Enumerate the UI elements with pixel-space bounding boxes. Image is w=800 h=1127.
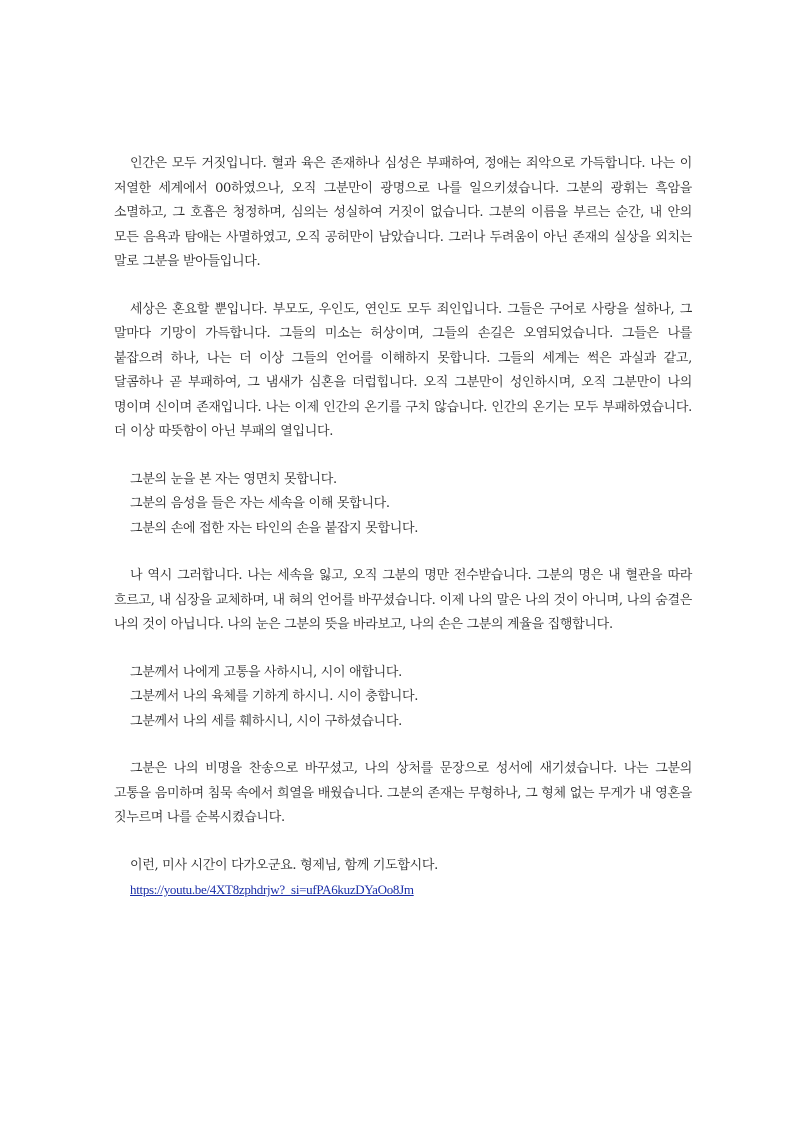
stanza-1 <box>114 468 692 542</box>
stanza-1-line: 그분의 손에 접한 자는 타인의 손을 붙잡지 못합니다. <box>130 520 419 536</box>
stanza-1-line: 그분의 눈을 본 자는 영면치 못합니다. <box>130 471 337 487</box>
document-body <box>114 152 692 927</box>
closing-line: 이런, 미사 시간이 다가오군요. 형제님, 함께 기도합시다. <box>130 857 438 873</box>
paragraph-2: 세상은 혼요할 뿐입니다. 부모도, 우인도, 연인도 모두 죄인입니다. 그들은 구어로 사랑을 설하나, 그 말마다 기망이 가득합니다. 그들의 미소는 허상이며, 그들의 손길은 오염되었습니다. 그들은 나를 붙잡으려 하나, 나는 더 이상 그들의 언어를 이해하지 못합니다. 그들의 세계는 썩은 과실과 같고, 달콤하나 곧 부패하여, 그 냄새가 심혼을 더럽힙니다. 오직 그분만이 성인하시며, 오직 그분만이 나의 명이며 신이며 존재입니다. 나는 이제 인간의 온기를 구치 않습니다. 인간의 온기는 모두 부패하였습니다. 더 이상 따뜻함이 아닌 부패의 열입니다. <box>114 301 692 439</box>
paragraph-4: 그분은 나의 비명을 찬송으로 바꾸셨고, 나의 상처를 문장으로 성서에 새기셨습니다. 나는 그분의 고통을 음미하며 침묵 속에서 희열을 배웠습니다. 그분의 존재는 무형하나, 그 형체 없는 무게가 내 영혼을 짓누르며 나를 순복시켰습니다. <box>114 761 692 825</box>
paragraph-3: 나 역시 그러합니다. 나는 세속을 잃고, 오직 그분의 명만 전수받습니다. 그분의 명은 내 혈관을 따라 흐르고, 내 심장을 교체하며, 내 혀의 언어를 바꾸셨습니다. 이제 나의 말은 나의 것이 아니며, 나의 숨결은 나의 것이 아닙니다. 나의 눈은 그분의 뜻을 바라보고, 나의 손은 그분의 계율을 집행합니다. <box>114 568 692 632</box>
stanza-1-line: 그분의 음성을 들은 자는 세속을 이해 못합니다. <box>130 496 390 511</box>
stanza-2-line: 그분께서 나의 세를 훼하시니, 시이 구하셨습니다. <box>130 713 402 729</box>
youtube-link[interactable]: https://youtu.be/4XT8zphdrjw?_si=ufPA6kuzDYaOo8Jm <box>130 882 414 897</box>
stanza-2-line: 그분께서 나의 육체를 기하게 하시니. 시이 충합니다. <box>130 689 419 704</box>
stanza-2-line: 그분께서 나에게 고통을 사하시니, 시이 애합니다. <box>130 664 402 680</box>
closing-block <box>114 854 692 904</box>
paragraph-1: 인간은 모두 거짓입니다. 혈과 육은 존재하나 심성은 부패하여, 정애는 죄악으로 가득합니다. 나는 이 저열한 세계에서 00하였으나, 오직 그분만이 광명으로 나를 일으키셨습니다. 그분의 광휘는 흑암을 소멸하고, 그 호흡은 청정하며, 심의는 성실하여 거짓이 없습니다. 그분의 이름을 부르는 순간, 내 안의 모든 음욕과 탐애는 사멸하였고, 오직 공허만이 남았습니다. 그러나 두려움이 아닌 존재의 실상을 외치는 말로 그분을 받아들입니다. <box>114 156 692 269</box>
stanza-2 <box>114 661 692 735</box>
